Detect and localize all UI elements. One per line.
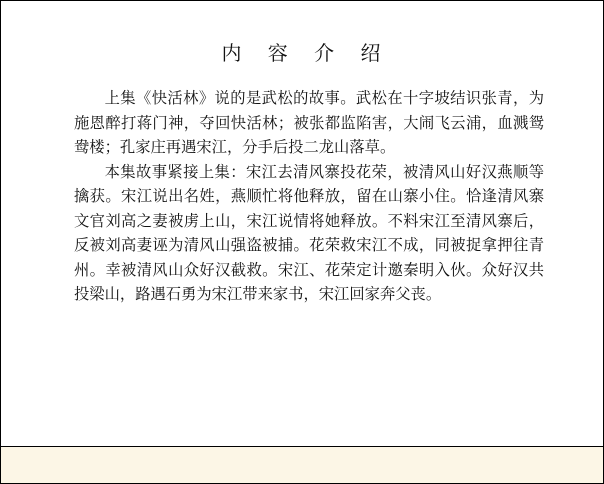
page-title: 内 容 介 绍 (221, 41, 391, 65)
synopsis-paragraph-2: 本集故事紧接上集：宋江去清风寨投花荣，被清风山好汉燕顺等擒获。宋江说出名姓，燕顺忙将他释放，留在山寨小住。恰逢清风寨文官刘高之妻被虏上山，宋江说情将她释放。不料宋江至清风寨后，反被刘高妻诬为清风山强盗被捕。花荣救宋江不成，同被捉拿押往青州。幸被清风山众好汉截救。宋江、花荣定计邀秦明入伙。众好汉共投梁山，路遇石勇为宋江带来家书，宋江回家奔父丧。 (74, 162, 544, 303)
synopsis-text (74, 86, 544, 307)
synopsis-paragraph-1: 上集《快活林》说的是武松的故事。武松在十字坡结识张青，为施恩醉打蒋门神，夺回快活林；被张都监陷害，大闹飞云浦，血溅鸳鸯楼；孔家庄再遇宋江，分手后投二龙山落草。 (74, 89, 544, 156)
content-area (1, 1, 603, 446)
footer-band (1, 447, 603, 483)
